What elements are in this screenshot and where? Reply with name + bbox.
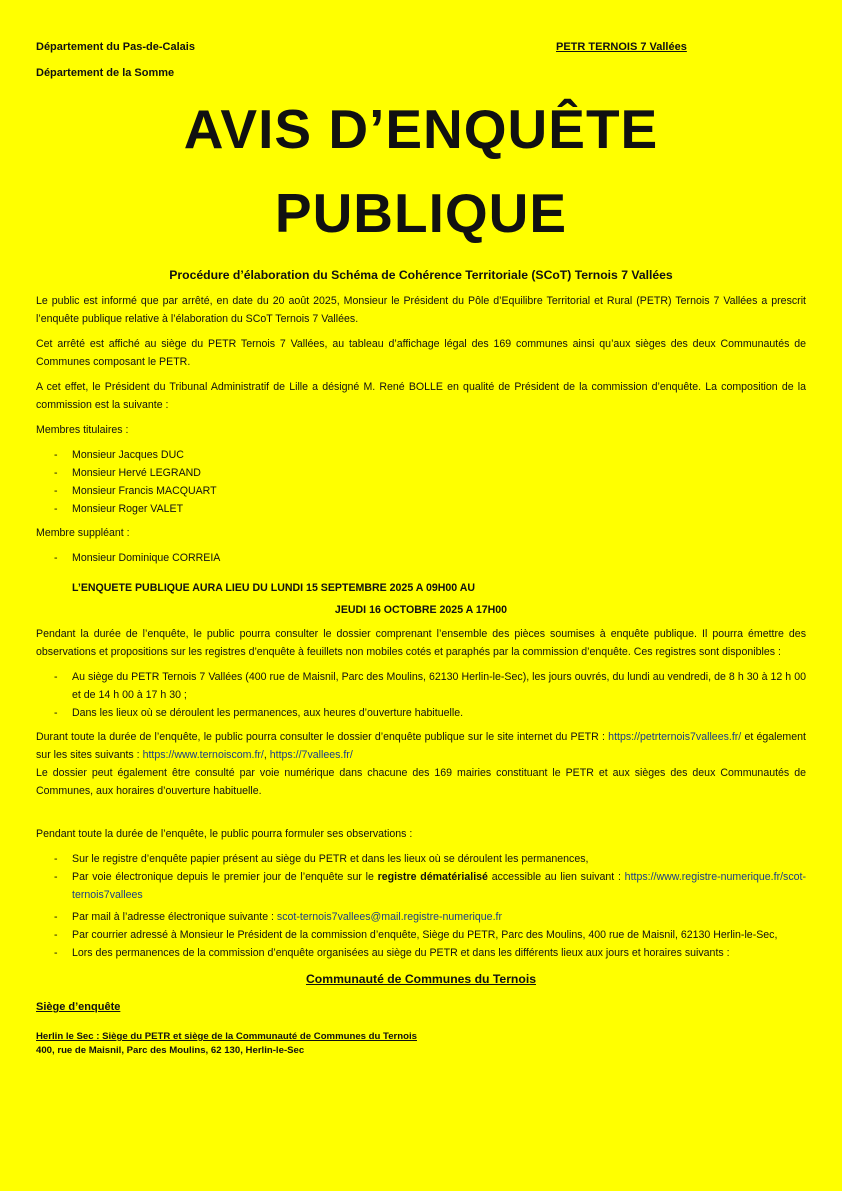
item-text: accessible au lien suivant : — [487, 871, 625, 883]
link-registre-numerique[interactable]: https://www.registre-numerique.fr/scot-ternois7vallees — [72, 871, 807, 901]
item-text: Par mail à l’adresse électronique suivante : — [72, 911, 277, 923]
paragraph-mairies: Le dossier peut également être consulté par voie numérique dans chacune des 169 mairies constituant le PETR et aux sièges des deux Communautés de Communes, aux horaires d’ouverture habituelle. — [36, 767, 806, 797]
consultation-list — [36, 668, 806, 722]
item-bold-text: registre dématérialisé — [377, 871, 488, 883]
link-ternoiscom-website[interactable]: https://www.ternoiscom.fr/ — [142, 749, 264, 761]
members-titulaires-list — [36, 446, 806, 518]
list-item: - Sur le registre d’enquête papier présent au siège du PETR et dans les lieux où se déroulent les permanences, — [36, 850, 806, 868]
list-item: - Monsieur Dominique CORREIA — [36, 549, 806, 567]
link-petr-website[interactable]: https://petrternois7vallees.fr/ — [608, 731, 742, 743]
siege-address-line2: 400, rue de Maisnil, Parc des Moulins, 62 130, Herlin-le-Sec — [36, 1045, 305, 1056]
link-email-address[interactable]: scot-ternois7vallees@mail.registre-numerique.fr — [276, 911, 502, 923]
header-department-pas-de-calais: Département du Pas-de-Calais — [36, 41, 195, 53]
list-item: - Monsieur Hervé LEGRAND — [36, 464, 806, 482]
observations-list — [36, 850, 806, 962]
paragraph-arrete: Le public est informé que par arrêté, en date du 20 août 2025, Monsieur le Président du Pôle d’Equilibre Territorial et Rural (PETR) Ternois 7 Vallées a prescrit l’enquête publique relative à l’élaboration du SCoT Ternois 7 Vallées. — [36, 295, 806, 325]
header — [36, 38, 806, 88]
enquiry-dates-line2: JEUDI 16 OCTOBRE 2025 A 17H00 — [334, 604, 508, 616]
list-item: - Lors des permanences de la commission d’enquête organisées au siège du PETR et dans les différents lieux aux jours et horaires suivants : — [36, 944, 806, 962]
siege-address-line1: Herlin le Sec : Siège du PETR et siège de la Communauté de Communes du Ternois — [36, 1031, 417, 1042]
online-separator: , — [263, 749, 270, 761]
members-titulaires-label: Membres titulaires : — [36, 424, 129, 436]
header-department-somme: Département de la Somme — [36, 67, 175, 79]
list-item — [36, 868, 806, 904]
siege-label: Siège d’enquête — [36, 1001, 121, 1013]
page-title-line2: PUBLIQUE — [274, 182, 568, 244]
page-title-line1: AVIS D’ENQUÊTE — [183, 98, 659, 160]
list-item: - Monsieur Roger VALET — [36, 500, 806, 518]
paragraph-online-consultation — [36, 728, 806, 764]
members-suppleant-label: Membre suppléant : — [36, 527, 130, 539]
list-item: - Au siège du PETR Ternois 7 Vallées (400 rue de Maisnil, Parc des Moulins, 62130 Herlin-le-Sec), les jours ouvrés, du lundi au vendredi, de 8 h 30 à 12 h 00 et de 14 h 00 à 17 h 30 ; — [36, 668, 806, 704]
list-item: - Monsieur Jacques DUC — [36, 446, 806, 464]
paragraph-consultation: Pendant la durée de l’enquête, le public pourra consulter le dossier comprenant l’ensemble des pièces soumises à enquête publique. Il pourra émettre des observations et propositions sur les registres d’enquête à feuillets non mobiles cotés et paraphés par la commission d’enquête. Ces registres sont disponibles : — [36, 628, 806, 658]
list-item: - Monsieur Francis MACQUART — [36, 482, 806, 500]
members-suppleant-list — [36, 549, 806, 567]
item-text: Par voie électronique depuis le premier jour de l’enquête sur le — [72, 871, 378, 883]
online-text: Durant toute la durée de l’enquête, le public pourra consulter le dossier d’enquête publique sur le site internet du PETR : — [36, 731, 605, 743]
community-title: Communauté de Communes du Ternois — [305, 972, 536, 986]
list-item: - Dans les lieux où se déroulent les permanences, aux heures d’ouverture habituelle. — [36, 704, 806, 722]
notice-page — [36, 38, 806, 1058]
paragraph-commission: A cet effet, le Président du Tribunal Administratif de Lille a désigné M. René BOLLE en qualité de Président de la commission d’enquête. La composition de la commission est la suivante : — [36, 381, 806, 411]
list-item: - Par courrier adressé à Monsieur le Président de la commission d’enquête, Siège du PETR, Parc des Moulins, 400 rue de Maisnil, 62130 Herlin-le-Sec, — [36, 926, 806, 944]
spacer — [36, 807, 806, 825]
paragraph-affichage: Cet arrêté est affiché au siège du PETR Ternois 7 Vallées, au tableau d’affichage légal des 169 communes ainsi qu’aux sièges des deux Communautés de Communes composant le PETR. — [36, 338, 806, 368]
page-title — [36, 98, 806, 244]
header-petr-name: PETR TERNOIS 7 Vallées — [556, 41, 687, 53]
enquiry-dates-line1: L’ENQUETE PUBLIQUE AURA LIEU DU LUNDI 15 SEPTEMBRE 2025 A 09H00 AU — [72, 582, 476, 594]
procedure-subtitle: Procédure d’élaboration du Schéma de Cohérence Territoriale (SCoT) Ternois 7 Vallées — [169, 268, 673, 282]
online-mid-text: et également sur les sites suivants : — [36, 731, 806, 761]
paragraph-observations-intro: Pendant toute la durée de l’enquête, le public pourra formuler ses observations : — [36, 828, 413, 840]
list-item — [36, 908, 806, 926]
link-7vallees-website[interactable]: https://7vallees.fr/ — [269, 749, 353, 761]
